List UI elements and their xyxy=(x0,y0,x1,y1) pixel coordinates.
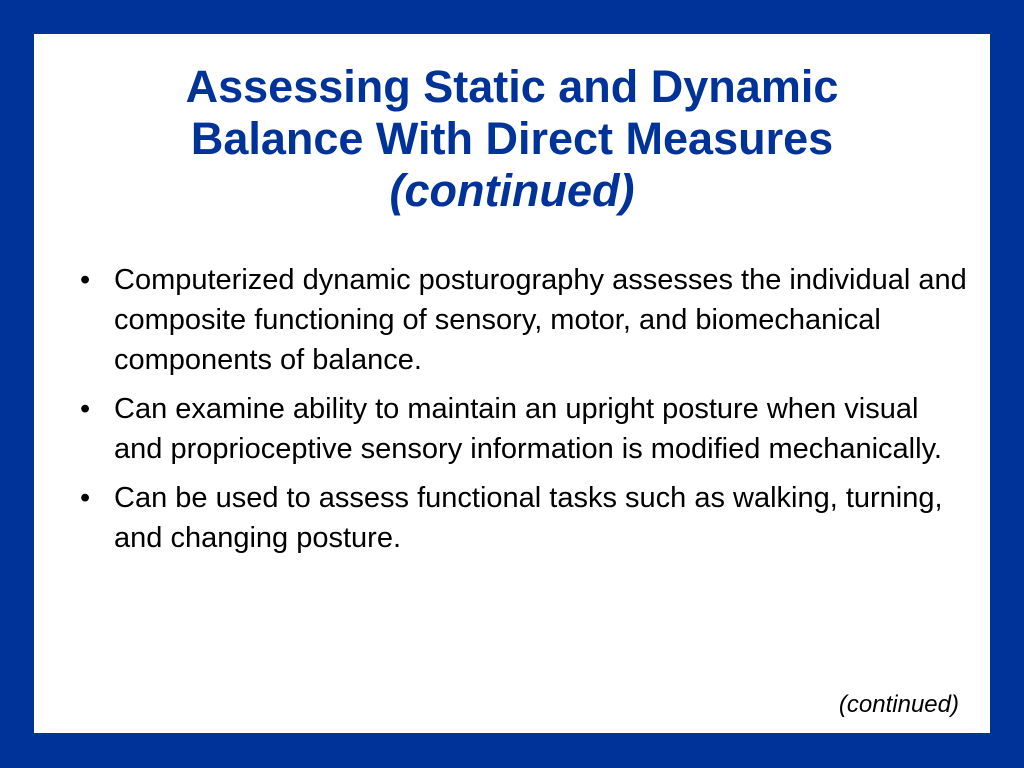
slide-content-panel xyxy=(34,34,990,733)
continued-note: (continued) xyxy=(838,691,959,718)
bullet-glyph: • xyxy=(80,264,91,296)
bullet-item-1 xyxy=(80,260,970,380)
bullet-list xyxy=(80,260,970,567)
title-line-1: Assessing Static and Dynamic xyxy=(185,61,839,112)
bullet-glyph: • xyxy=(80,482,91,514)
bullet-glyph: • xyxy=(80,393,91,425)
bullet-text-1: Computerized dynamic posturography assesses the individual and composite functioning of sensory, motor, and biomechanical components of balance. xyxy=(114,264,967,376)
title-line-2: Balance With Direct Measures xyxy=(190,113,834,164)
slide-title xyxy=(34,61,990,217)
title-line-3: (continued) xyxy=(389,165,635,216)
bullet-text-2: Can examine ability to maintain an upright posture when visual and proprioceptive sensory information is modified mechanically. xyxy=(114,393,942,465)
bullet-item-3 xyxy=(80,478,970,558)
bullet-text-3: Can be used to assess functional tasks such as walking, turning, and changing posture. xyxy=(114,482,943,554)
bullet-item-2 xyxy=(80,389,970,469)
